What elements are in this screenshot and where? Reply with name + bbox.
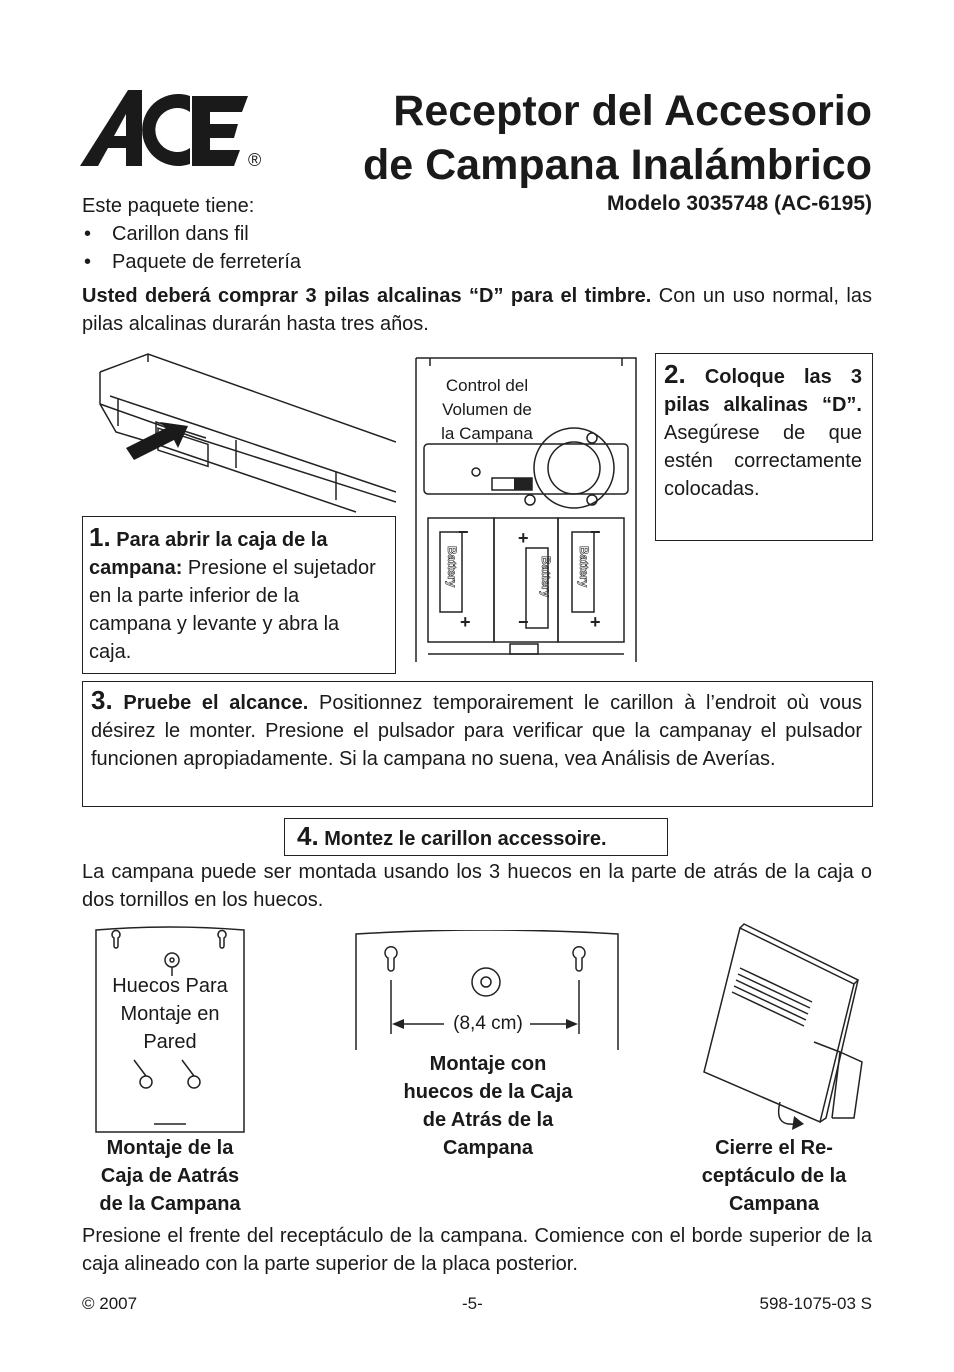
fig1-caption-line: Montaje de la: [106, 1137, 234, 1159]
wall-holes-line: Pared: [143, 1031, 197, 1053]
copyright: © 2007: [82, 1294, 138, 1313]
battery-note-bold: Usted deberá comprar 3 pilas alcalinas “D” para el timbre.: [82, 285, 652, 307]
fig3-caption-line: ceptáculo de la: [701, 1165, 847, 1187]
wall-holes-line: Montaje en: [120, 1003, 220, 1025]
step-3-number: 3.: [91, 685, 113, 715]
battery-word-1: Battery: [445, 546, 459, 588]
contents-intro: Este paquete tiene:: [82, 195, 255, 217]
svg-text:−: −: [518, 612, 529, 632]
ace-logo: [80, 88, 270, 174]
open-case-illustration: [96, 352, 396, 522]
battery-note-text: Con un uso normal, las pilas alcalinas durarán hasta tres años.: [82, 285, 872, 335]
fig2-caption-line: huecos de la Caja: [403, 1081, 573, 1103]
battery-note: [82, 282, 872, 338]
document-number: 598-1075-03 S: [759, 1294, 872, 1313]
fig2-caption: [378, 1050, 598, 1162]
svg-text:−: −: [458, 522, 469, 542]
step-1-bold: Para abrir la caja de la campana:: [89, 529, 328, 579]
step-1-box: [82, 516, 396, 674]
step-4-bold: Montez le carillon accessoire.: [324, 828, 607, 850]
volume-label-line: Volumen de: [442, 400, 532, 419]
model-number: Modelo 3035748 (AC-6195): [607, 192, 872, 215]
contents-item: • Paquete de ferretería: [82, 248, 301, 276]
fig2-caption-line: Campana: [442, 1137, 534, 1159]
step-2-text: [664, 360, 862, 503]
volume-control-label: [422, 374, 552, 446]
wall-holes-label: [94, 972, 246, 1056]
volume-label-line: Control del: [445, 376, 529, 395]
fig3-caption-line: Campana: [728, 1193, 820, 1215]
wall-holes-line: Huecos Para: [112, 975, 228, 997]
battery-word-3: Battery: [577, 546, 591, 588]
step-1-rest: Presione el sujetador en la parte inferior de la campana y levante y abra la caja.: [89, 557, 376, 663]
step-1-number: 1.: [89, 522, 111, 552]
svg-text:+: +: [590, 612, 601, 632]
fig1-caption: [74, 1134, 266, 1218]
step-4-number: 4.: [297, 821, 319, 851]
closing-paragraph: Presione el frente del receptáculo de la campana. Comience con el borde superior de la caja alineado con la parte superior de la placa posterior.: [82, 1225, 872, 1275]
step-4-box: [284, 818, 668, 856]
contents-list: [82, 220, 301, 276]
svg-text:−: −: [590, 522, 601, 542]
fig3-caption: [674, 1134, 874, 1218]
volume-label-line: la Campana: [441, 424, 533, 443]
page-title: [363, 84, 872, 192]
svg-text:+: +: [518, 528, 529, 548]
fig1-caption-line: Caja de Aatrás: [100, 1165, 240, 1187]
svg-text:+: +: [460, 612, 471, 632]
step-3-text: [91, 686, 862, 773]
step-3-box: [82, 681, 873, 807]
title-line-2: de Campana Inalámbrico: [363, 141, 872, 189]
fig1-caption-line: de la Campana: [99, 1193, 241, 1215]
step-4-text: [297, 821, 607, 854]
contents-item: • Carillon dans fil: [82, 220, 301, 248]
step-2-rest: Asegúrese de que estén correctamente colocadas.: [664, 422, 862, 500]
page-number: -5-: [462, 1294, 483, 1313]
fig3-caption-line: Cierre el Re-: [715, 1137, 833, 1159]
battery-compartment-figure: [414, 356, 638, 662]
step-3-bold: Pruebe el alcance.: [123, 692, 309, 714]
step-2-bold: Coloque las 3 pilas alkalinas “D”.: [664, 366, 863, 416]
svg-text:ACE: ACE: [80, 88, 83, 89]
title-line-1: Receptor del Accesorio: [393, 87, 872, 135]
step-2-box: [655, 353, 873, 541]
battery-word-2: Battery: [539, 556, 553, 598]
mount-intro: La campana puede ser montada usando los 3 huecos en la parte de atrás de la caja o dos tornillos en los huecos.: [82, 861, 872, 911]
dimension-label: (8,4 cm): [453, 1013, 523, 1034]
step-3-rest: Positionnez temporairement le carillon à l’endroit où vous désirez le monter. Presione el pulsador para verificar que la campanay el pulsador funcionen apropiadamente. Si la campana no suena, vea Análisis de Averías.: [91, 692, 862, 770]
fig2-caption-line: de Atrás de la: [422, 1109, 554, 1131]
close-housing-drawing: [700, 922, 866, 1132]
step-1-text: [89, 523, 385, 666]
package-contents: [82, 192, 301, 276]
step-2-number: 2.: [664, 359, 686, 389]
fig2-caption-line: Montaje con: [429, 1053, 547, 1075]
registered-mark: ®: [248, 150, 262, 170]
